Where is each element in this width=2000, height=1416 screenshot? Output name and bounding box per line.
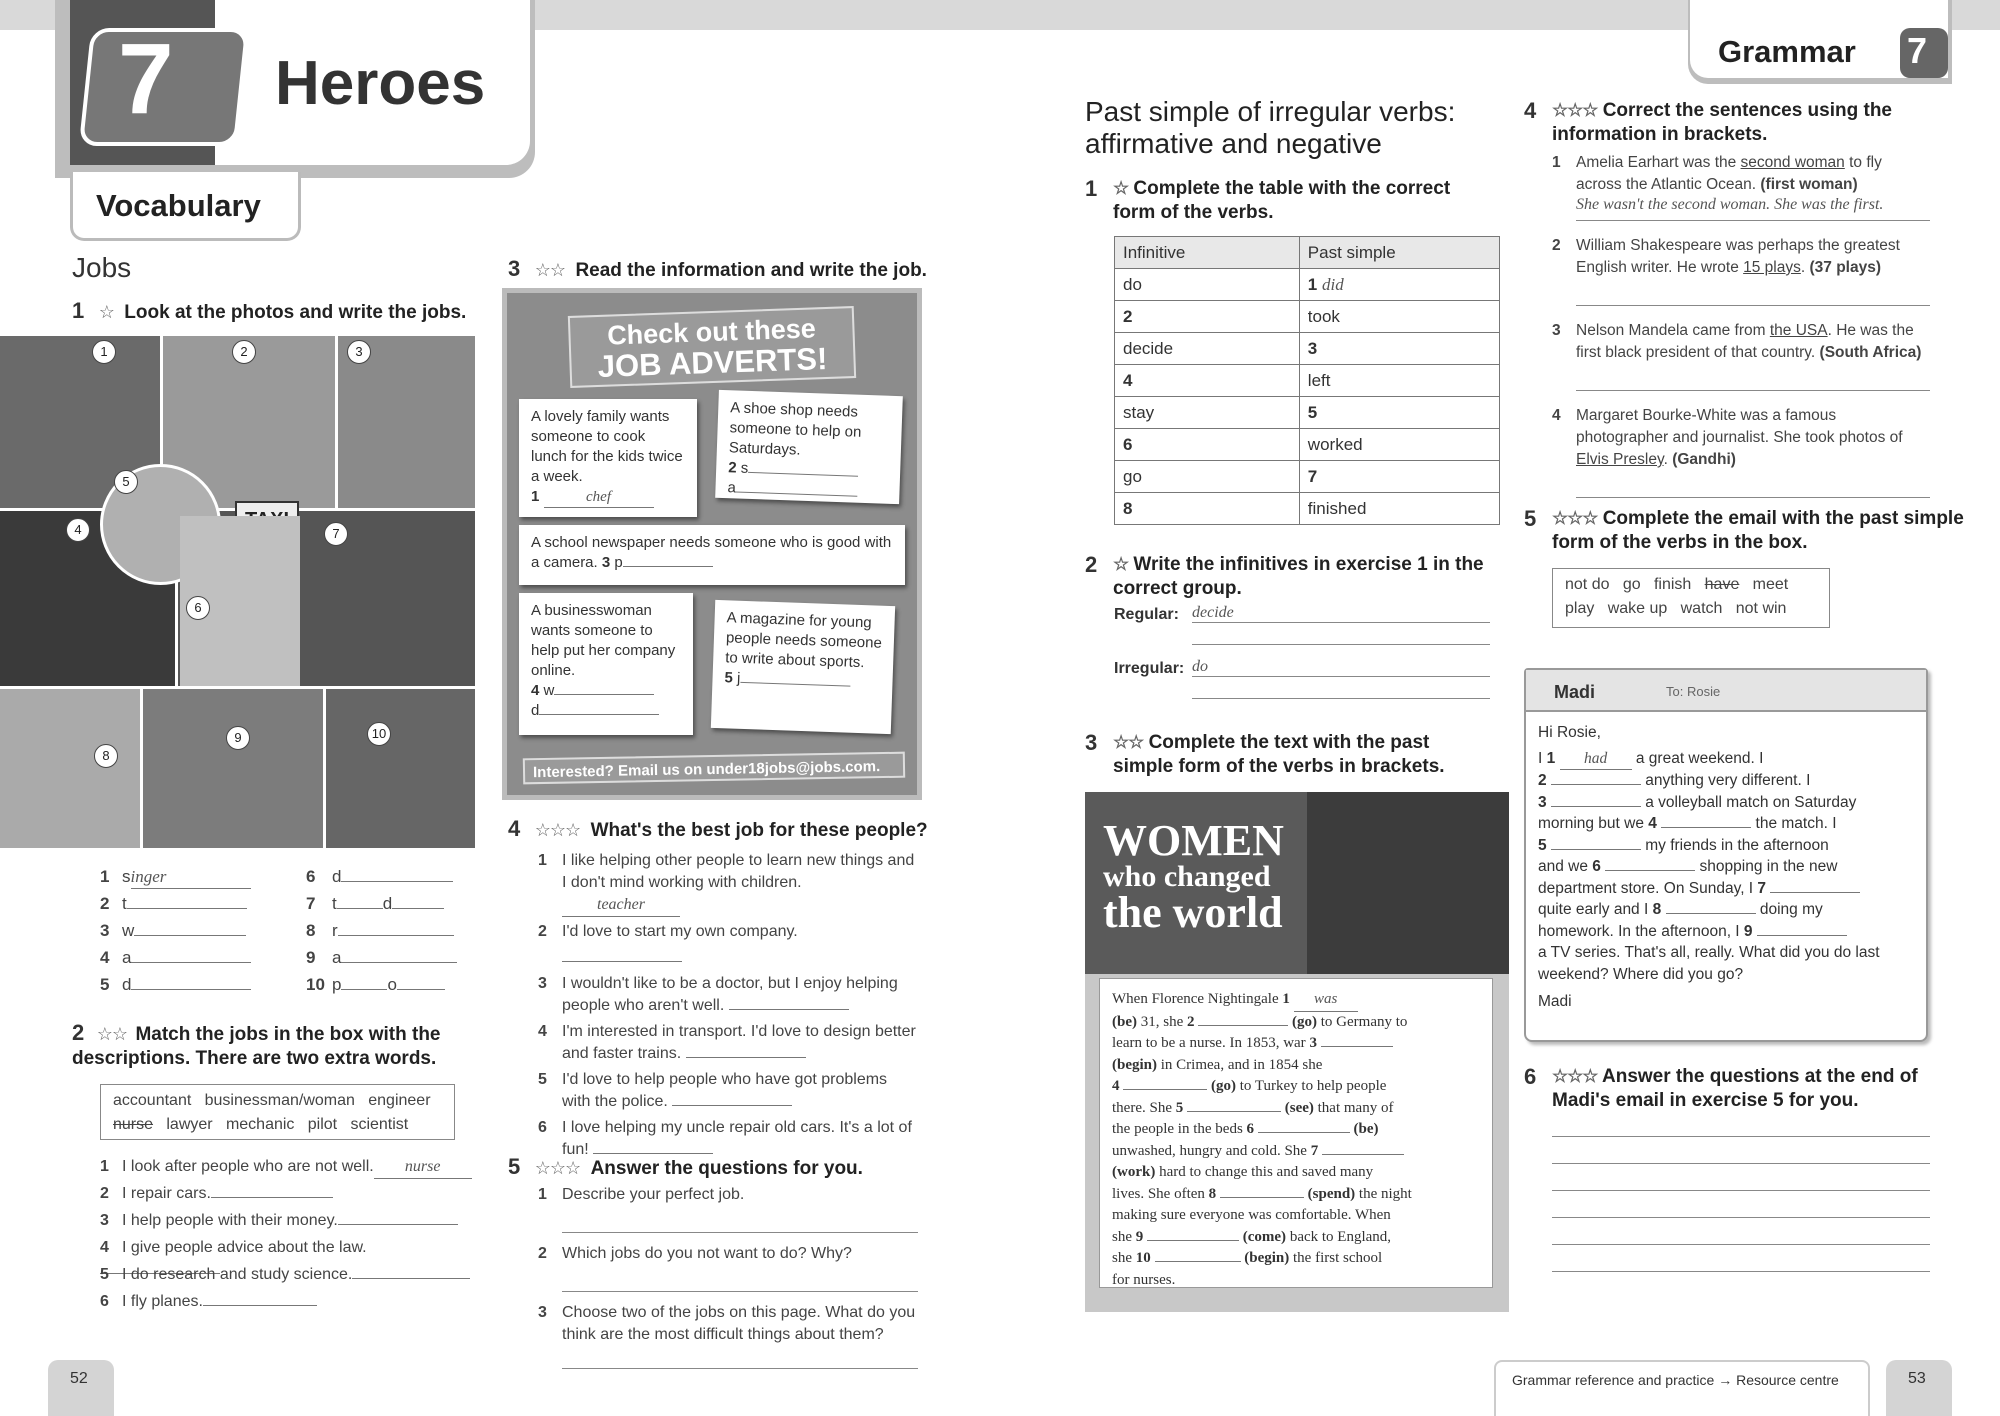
women-article [1085, 792, 1509, 1312]
answer-line[interactable] [1576, 364, 1930, 391]
answer-field[interactable] [672, 1105, 792, 1106]
answer-field[interactable]: chef [544, 487, 654, 508]
irregular-label: Irregular: [1114, 660, 1185, 677]
answer-field[interactable] [740, 682, 850, 687]
answer-field[interactable]: She wasn't the second woman. She was the first. [1576, 196, 1930, 221]
crossed-word: have [1704, 576, 1740, 593]
r-ex2-instruction: Write the infinitives in exercise 1 in the correct group. [1113, 554, 1484, 599]
answer-line[interactable] [1552, 1163, 1930, 1164]
photo-label: 6 [186, 596, 210, 620]
table-header: Infinitive [1115, 237, 1300, 269]
ex5-number: 5 [508, 1154, 521, 1179]
ex2-number: 2 [72, 1020, 85, 1045]
unit-number: 7 [118, 23, 174, 135]
answer-line[interactable] [1192, 644, 1490, 645]
ex4-instruction: What's the best job for these people? [590, 820, 928, 841]
answer-line[interactable] [1552, 1244, 1930, 1245]
advert-card: A magazine for young people needs someone to write about sports. 5 j [711, 600, 895, 734]
email-window [1524, 668, 1928, 1042]
ex2-heading [72, 1020, 452, 1071]
list-item: 6 I fly planes. [100, 1291, 480, 1318]
answer-field[interactable] [211, 1197, 333, 1198]
page-number: 52 [70, 1370, 88, 1387]
answer-field[interactable] [131, 989, 251, 990]
board-footer: Interested? Email us on under18jobs@jobs.com. [523, 752, 905, 785]
photo-label: 5 [114, 470, 138, 494]
star-icon: ☆ [98, 302, 114, 322]
page-number: 53 [1908, 1370, 1926, 1387]
r-ex5-heading: 5 ☆☆☆ Complete the email with the past simple form of the verbs in the box. [1524, 506, 1964, 553]
ex3-number: 3 [508, 256, 521, 281]
photo-label: 3 [347, 340, 371, 364]
list-item: 3 Nelson Mandela came from the USA. He was the first black president of that country. (South Africa) [1552, 322, 1922, 361]
answer-line[interactable] [1576, 279, 1930, 306]
ex1-instruction: Look at the photos and write the jobs. [124, 302, 467, 323]
list-item: 3 w [100, 920, 270, 947]
email-header [1526, 670, 1926, 712]
verb-table [1114, 236, 1500, 525]
email-body: Hi Rosie, I 1 had a great weekend. I 2 anything very different. I 3 a volleyball match on Saturday morning but we 4 the match. I 5 my friends in the afternoon and we 6 shopping in the new department store. On Sunday, I 7 quite early and I 8 doing my homework. In the afternoon, I 9 a TV series. That's all, really. What did you do last weekend? Where did you go? Madi [1538, 724, 1880, 1010]
r-ex1-instruction: Complete the table with the correct form of the verbs. [1113, 178, 1451, 223]
answer-field[interactable] [131, 962, 251, 963]
page-number-tab [48, 1360, 114, 1416]
list-item: 3 Choose two of the jobs on this page. What do you think are the most difficult things about them? [538, 1304, 916, 1343]
answer-field[interactable]: inger [131, 866, 251, 889]
list-item: 7 t d [306, 893, 476, 920]
article-text: When Florence Nightingale 1 was (be) 31, she 2 (go) to Germany to learn to be a nurse. In 1853, war 3 (begin) in Crimea, and in 1854 she 4 (go) to Turkey to help people there. She 5 (see) that many of the people in the beds 6 (be) unwashed, hungry and cold. She 7 (work) hard to change this and saved many lives. She often 8 (spend) the night making sure everyone was comfortable. When she 9 (come) back to England, she 10 (begin) the first school for nurses. [1099, 978, 1493, 1288]
ex2-instruction: Match the jobs in the box with the descriptions. There are two extra words. [72, 1024, 441, 1069]
irregular-answer[interactable]: do [1192, 658, 1490, 677]
table-header: Past simple [1299, 237, 1499, 269]
photo-label: 1 [92, 340, 116, 364]
table-row: go 7 [1115, 461, 1500, 493]
answer-line[interactable] [1552, 1271, 1930, 1272]
r-ex4-list [1552, 152, 1930, 498]
r-ex6-instruction: Answer the questions at the end of Madi's email in exercise 5 for you. [1552, 1066, 1918, 1111]
answer-field[interactable] [338, 935, 454, 936]
answer-field[interactable] [134, 935, 246, 936]
r-ex6-heading: 6 ☆☆☆ Answer the questions at the end of Madi's email in exercise 5 for you. [1524, 1064, 1918, 1111]
word-box [100, 1084, 455, 1140]
answer-line[interactable] [1552, 1190, 1930, 1191]
r-ex4-instruction: Correct the sentences using the information in brackets. [1552, 100, 1892, 145]
board-title: Check out these JOB ADVERTS! [568, 306, 856, 388]
answer-field[interactable]: teacher [562, 894, 680, 917]
section-title: Vocabulary [96, 188, 261, 223]
grammar-title: Past simple of irregular verbs: affirmative and negative [1085, 96, 1456, 159]
list-item: 2 I'd love to start my own company. [538, 921, 918, 969]
list-item: 1 Amelia Earhart was the second woman to fly across the Atlantic Ocean. (first woman) [1552, 154, 1882, 193]
ex3-instruction: Read the information and write the job. [575, 260, 927, 281]
table-row: 8 finished [1115, 493, 1500, 525]
answer-field[interactable] [127, 908, 247, 909]
answer-field[interactable]: nurse [374, 1156, 472, 1179]
regular-label: Regular: [1114, 606, 1179, 623]
photo-lawyer [0, 689, 140, 848]
answer-line[interactable] [1576, 471, 1930, 498]
list-item: 4 I'm interested in transport. I'd love to design better and faster trains. [538, 1023, 916, 1062]
ex1-heading [72, 298, 466, 325]
answer-field[interactable] [736, 491, 858, 496]
answer-field[interactable] [337, 908, 383, 909]
answer-field[interactable] [554, 694, 654, 695]
ex3-heading [508, 256, 927, 283]
list-item: 4 I give people advice about the law. [100, 1237, 480, 1264]
answer-line[interactable] [1192, 698, 1490, 699]
photo-label: 7 [324, 522, 348, 546]
list-item: 1 Describe your perfect job. [538, 1186, 745, 1203]
r-ex3-heading: 3 ☆☆ Complete the text with the past simple form of the verbs in brackets. [1085, 730, 1445, 777]
answer-field[interactable] [392, 908, 444, 909]
email-from: Madi [1554, 682, 1596, 702]
list-item: 2 t [100, 893, 270, 920]
answer-line[interactable] [1552, 1136, 1930, 1137]
ex4-list [538, 850, 918, 1165]
ex5-instruction: Answer the questions for you. [590, 1158, 863, 1179]
list-item: 3 I wouldn't like to be a doctor, but I enjoy helping people who aren't well. [538, 975, 898, 1014]
r-ex4-heading: 4 ☆☆☆ Correct the sentences using the information in brackets. [1524, 98, 1892, 145]
advert-card: A school newspaper needs someone who is good with a camera. 3 p [519, 525, 905, 585]
photo-artist [143, 689, 323, 848]
answer-field[interactable] [341, 881, 453, 882]
photo-police [326, 689, 475, 848]
star-icon: ☆☆ [534, 260, 565, 280]
list-item: 5 I do research and study science. [100, 1264, 480, 1291]
answer-field[interactable] [729, 1009, 849, 1010]
list-item: 10 p o [306, 974, 476, 1001]
list-item: 5 d [100, 974, 270, 1001]
table-row: decide 3 [1115, 333, 1500, 365]
list-item: 2 I repair cars. [100, 1183, 480, 1210]
grammar-tab-label: Grammar [1718, 34, 1856, 69]
email-to: To: Rosie [1666, 684, 1721, 699]
advert-card: A businesswoman wants someone to help put her company online. 4 w d [519, 593, 693, 735]
answer-field[interactable]: did [1322, 274, 1344, 294]
ex5-heading [508, 1154, 863, 1181]
answer-field[interactable] [686, 1057, 806, 1058]
answer-field[interactable] [341, 962, 457, 963]
star-icon: ☆☆☆ [1552, 508, 1598, 528]
list-item: 8 r [306, 920, 476, 947]
word-box-line: nurse lawyer mechanic pilot scientist [113, 1116, 409, 1133]
photo-label: 9 [226, 726, 250, 750]
photo-collage [0, 336, 475, 848]
ex1-number: 1 [72, 298, 85, 323]
table-row: 4 left [1115, 365, 1500, 397]
photo-label: 10 [367, 722, 391, 746]
answer-line[interactable] [562, 1206, 918, 1233]
list-item: 6 d [306, 866, 476, 893]
answer-field[interactable] [562, 943, 682, 962]
photo-label: 4 [66, 518, 90, 542]
star-icon: ☆ [1113, 178, 1129, 198]
photo-label: 8 [94, 744, 118, 768]
table-row: do 1 did [1115, 269, 1500, 301]
list-item: 2 Which jobs do you not want to do? Why? [538, 1245, 852, 1262]
answer-field[interactable] [623, 566, 713, 567]
list-item: 4 a [100, 947, 270, 974]
ex1-col1 [100, 866, 270, 1001]
grammar-num: 7 [1907, 30, 1928, 71]
advert-card: A shoe shop needs someone to help on Saturdays. 2 s a [715, 390, 903, 504]
star-icon: ☆☆☆ [1552, 100, 1598, 120]
r-ex5-instruction: Complete the email with the past simple form of the verbs in the box. [1552, 508, 1964, 553]
star-icon: ☆☆ [96, 1024, 127, 1044]
regular-answer[interactable]: decide [1192, 604, 1490, 623]
answer-field[interactable] [203, 1305, 317, 1306]
answer-field[interactable] [539, 714, 659, 715]
answer-line[interactable] [1552, 1217, 1930, 1218]
resource-link-box [1494, 1360, 1870, 1416]
star-icon: ☆☆ [1113, 732, 1144, 752]
r-ex3-instruction: Complete the text with the past simple form of the verbs in brackets. [1113, 732, 1445, 777]
answer-field[interactable] [397, 989, 445, 990]
list-item: 1 singer [100, 866, 270, 893]
list-item: 6 I love helping my uncle repair old cars. It's a lot of fun! [538, 1119, 912, 1158]
advert-card: A lovely family wants someone to cook lunch for the kids twice a week. 1 chef [519, 399, 697, 517]
answer-field[interactable] [338, 1224, 458, 1225]
ex2-list [100, 1156, 480, 1318]
star-icon: ☆☆☆ [1552, 1066, 1598, 1086]
answer-field[interactable] [748, 472, 858, 477]
jobs-heading: Jobs [72, 252, 132, 283]
banner-title: WOMEN who changed the world [1103, 816, 1284, 937]
photo-label: 2 [232, 340, 256, 364]
list-item: 4 Margaret Bourke-White was a famous photographer and journalist. She took photos of Elvis Presley. (Gandhi) [1552, 407, 1903, 468]
crossed-word: nurse [113, 1116, 154, 1133]
star-icon: ☆☆☆ [534, 1158, 581, 1178]
resource-link[interactable]: Grammar reference and practice → Resource centre [1512, 1372, 1839, 1388]
job-advert-board [502, 288, 922, 800]
r-ex2-heading: 2 ☆ Write the infinitives in exercise 1 in the correct group. [1085, 552, 1484, 599]
answer-field[interactable] [341, 989, 387, 990]
list-item: 5 I'd love to help people who have got problems with the police. [538, 1071, 888, 1110]
verb-box: not do go finish have meet play wake up watch not win [1552, 568, 1830, 628]
table-row: 6 worked [1115, 429, 1500, 461]
page-number-tab [1886, 1360, 1952, 1416]
table-row: 2 took [1115, 301, 1500, 333]
list-item: 3 I help people with their money. [100, 1210, 480, 1237]
table-row: stay 5 [1115, 397, 1500, 429]
r-ex1-heading: 1 ☆ Complete the table with the correct form of the verbs. [1085, 176, 1451, 223]
answer-field[interactable] [352, 1278, 470, 1279]
word-box-line: accountant businessman/woman engineer [113, 1092, 431, 1109]
ex1-col2 [306, 866, 476, 1001]
unit-title: Heroes [275, 49, 486, 118]
ex4-heading [508, 816, 928, 843]
ex4-number: 4 [508, 816, 521, 841]
ex5-list [538, 1184, 918, 1369]
list-item: 1 I like helping other people to learn new things and I don't mind working with children. teacher [538, 850, 918, 917]
list-item: 2 William Shakespeare was perhaps the greatest English writer. He wrote 15 plays. (37 plays) [1552, 237, 1900, 276]
list-item: 9 a [306, 947, 476, 974]
list-item: 1 I look after people who are not well. nurse [100, 1156, 480, 1183]
nightingale-image [1307, 792, 1509, 974]
star-icon: ☆☆☆ [534, 820, 581, 840]
answer-line[interactable] [562, 1346, 918, 1369]
answer-line[interactable] [562, 1265, 918, 1292]
star-icon: ☆ [1113, 554, 1129, 574]
